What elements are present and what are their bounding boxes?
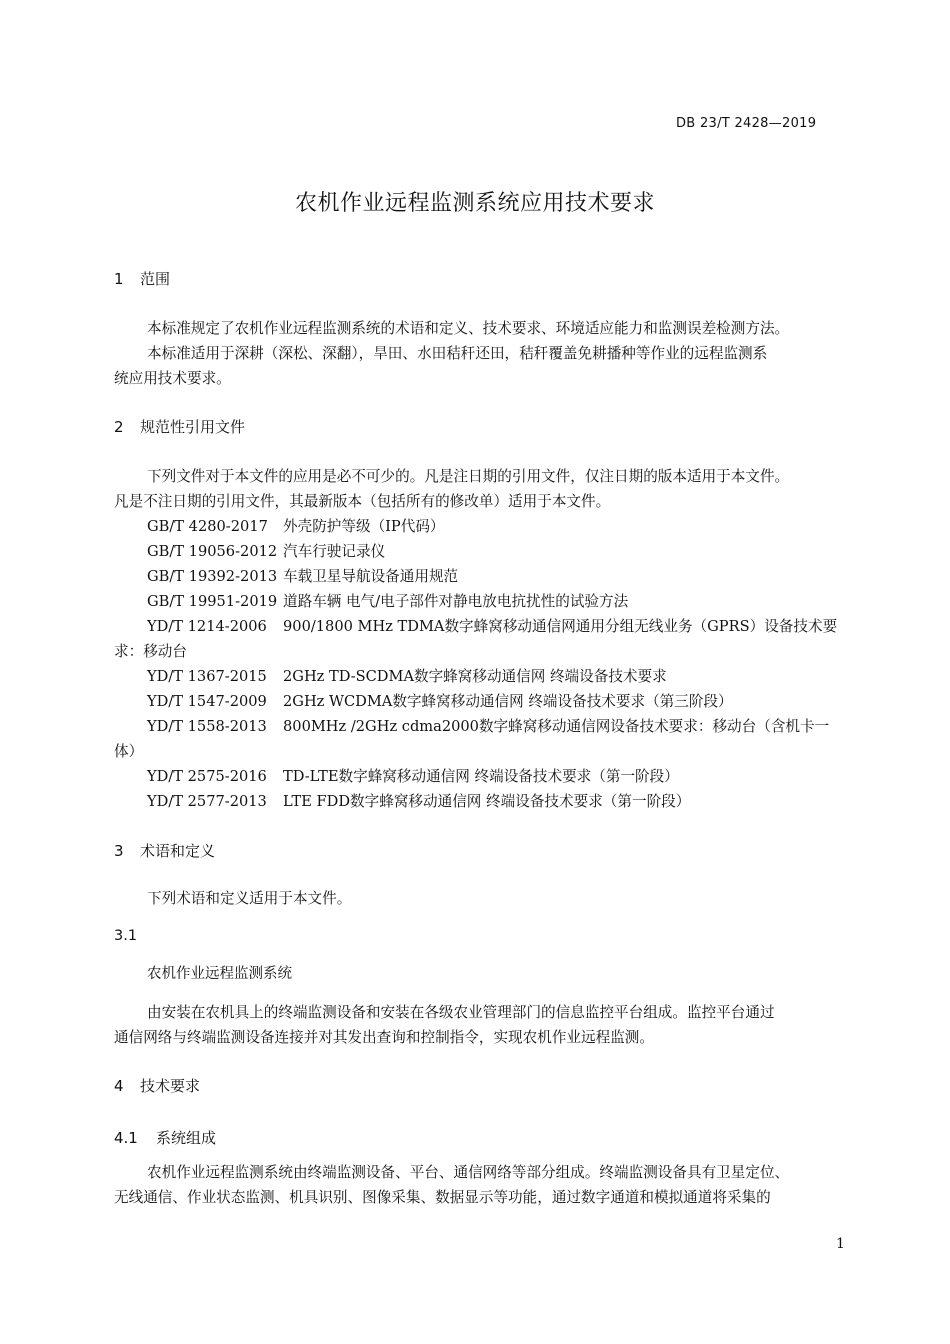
section-number: 1 bbox=[114, 270, 124, 288]
system-composition-line1: 农机作业远程监测系统由终端监测设备、平台、通信网络等部分组成。终端监测设备具有卫星定位、 bbox=[147, 1164, 790, 1181]
reference-title: 800MHz /2GHz cdma2000数字蜂窝移动通信网设备技术要求：移动台（含机卡一 bbox=[283, 718, 830, 735]
subsection-3-1-number: 3.1 bbox=[114, 928, 138, 944]
section-number: 2 bbox=[114, 418, 124, 436]
section-3-heading bbox=[114, 840, 215, 861]
scope-paragraph-1: 本标准规定了农机作业远程监测系统的术语和定义、技术要求、环境适应能力和监测误差检测方法。 bbox=[147, 320, 790, 337]
reference-title: 道路车辆 电气/电子部件对静电放电抗扰性的试验方法 bbox=[283, 593, 629, 610]
reference-item bbox=[147, 564, 458, 589]
reference-title: 车载卫星导航设备通用规范 bbox=[283, 568, 459, 585]
reference-code: GB/T 19056-2012 bbox=[147, 543, 278, 560]
reference-continuation: 求：移动台 bbox=[114, 643, 187, 660]
reference-code: YD/T 2575-2016 bbox=[147, 768, 267, 785]
reference-title: 外壳防护等级（IP代码） bbox=[283, 518, 445, 535]
section-title: 范围 bbox=[140, 270, 171, 288]
reference-continuation: 体） bbox=[114, 743, 144, 760]
reference-item bbox=[147, 514, 445, 539]
reference-item bbox=[147, 539, 385, 564]
reference-code: GB/T 19392-2013 bbox=[147, 568, 278, 585]
terms-intro: 下列术语和定义适用于本文件。 bbox=[147, 890, 352, 907]
reference-title: 汽车行驶记录仪 bbox=[283, 543, 386, 560]
section-1-heading bbox=[114, 268, 170, 289]
page-number: 1 bbox=[836, 1236, 845, 1252]
reference-title: LTE FDD数字蜂窝移动通信网 终端设备技术要求（第一阶段） bbox=[283, 793, 691, 810]
reference-item bbox=[147, 764, 679, 789]
reference-item bbox=[147, 714, 829, 739]
subsection-number: 4.1 bbox=[114, 1129, 138, 1147]
reference-code: YD/T 2577-2013 bbox=[147, 793, 267, 810]
reference-item bbox=[147, 689, 733, 714]
term-definition-line1: 由安装在农机具上的终端监测设备和安装在各级农业管理部门的信息监控平台组成。监控平台通过 bbox=[147, 1004, 775, 1021]
reference-item bbox=[147, 589, 628, 614]
reference-code: GB/T 4280-2017 bbox=[147, 518, 268, 535]
section-number: 4 bbox=[114, 1077, 124, 1095]
reference-code: YD/T 1547-2009 bbox=[147, 693, 267, 710]
section-title: 术语和定义 bbox=[140, 842, 216, 860]
section-number: 3 bbox=[114, 842, 124, 860]
reference-title: TD-LTE数字蜂窝移动通信网 终端设备技术要求（第一阶段） bbox=[283, 768, 679, 785]
subsection-4-1-heading bbox=[114, 1127, 216, 1148]
reference-code: YD/T 1558-2013 bbox=[147, 718, 267, 735]
section-4-heading bbox=[114, 1075, 200, 1096]
term-definition-line2: 通信网络与终端监测设备连接并对其发出查询和控制指令，实现农机作业远程监测。 bbox=[114, 1029, 654, 1046]
reference-code: YD/T 1214-2006 bbox=[147, 618, 267, 635]
system-composition-line2: 无线通信、作业状态监测、机具识别、图像采集、数据显示等功能，通过数字通道和模拟通道将采集的 bbox=[114, 1189, 771, 1206]
section-title: 技术要求 bbox=[140, 1077, 201, 1095]
reference-item bbox=[147, 614, 837, 639]
reference-code: GB/T 19951-2019 bbox=[147, 593, 278, 610]
scope-paragraph-2-line1: 本标准适用于深耕（深松、深翻），旱田、水田秸秆还田，秸秆覆盖免耕播种等作业的远程监测系 bbox=[147, 345, 768, 362]
subsection-title: 系统组成 bbox=[156, 1129, 217, 1147]
reference-item bbox=[147, 664, 667, 689]
document-title: 农机作业远程监测系统应用技术要求 bbox=[294, 191, 655, 216]
reference-title: 2GHz WCDMA数字蜂窝移动通信网 终端设备技术要求（第三阶段） bbox=[283, 693, 733, 710]
standard-code: DB 23/T 2428—2019 bbox=[676, 116, 817, 131]
reference-item bbox=[147, 789, 690, 814]
reference-title: 900/1800 MHz TDMA数字蜂窝移动通信网通用分组无线业务（GPRS）设备技术要 bbox=[283, 618, 838, 635]
term-heading: 农机作业远程监测系统 bbox=[147, 966, 292, 982]
refs-intro-line2: 凡是不注日期的引用文件，其最新版本（包括所有的修改单）适用于本文件。 bbox=[114, 493, 611, 510]
section-2-heading bbox=[114, 416, 245, 437]
scope-paragraph-2-line2: 统应用技术要求。 bbox=[114, 370, 231, 387]
reference-code: YD/T 1367-2015 bbox=[147, 668, 267, 685]
reference-title: 2GHz TD-SCDMA数字蜂窝移动通信网 终端设备技术要求 bbox=[283, 668, 667, 685]
section-title: 规范性引用文件 bbox=[140, 418, 246, 436]
refs-intro-line1: 下列文件对于本文件的应用是必不可少的。凡是注日期的引用文件，仅注日期的版本适用于本文件。 bbox=[147, 468, 790, 485]
